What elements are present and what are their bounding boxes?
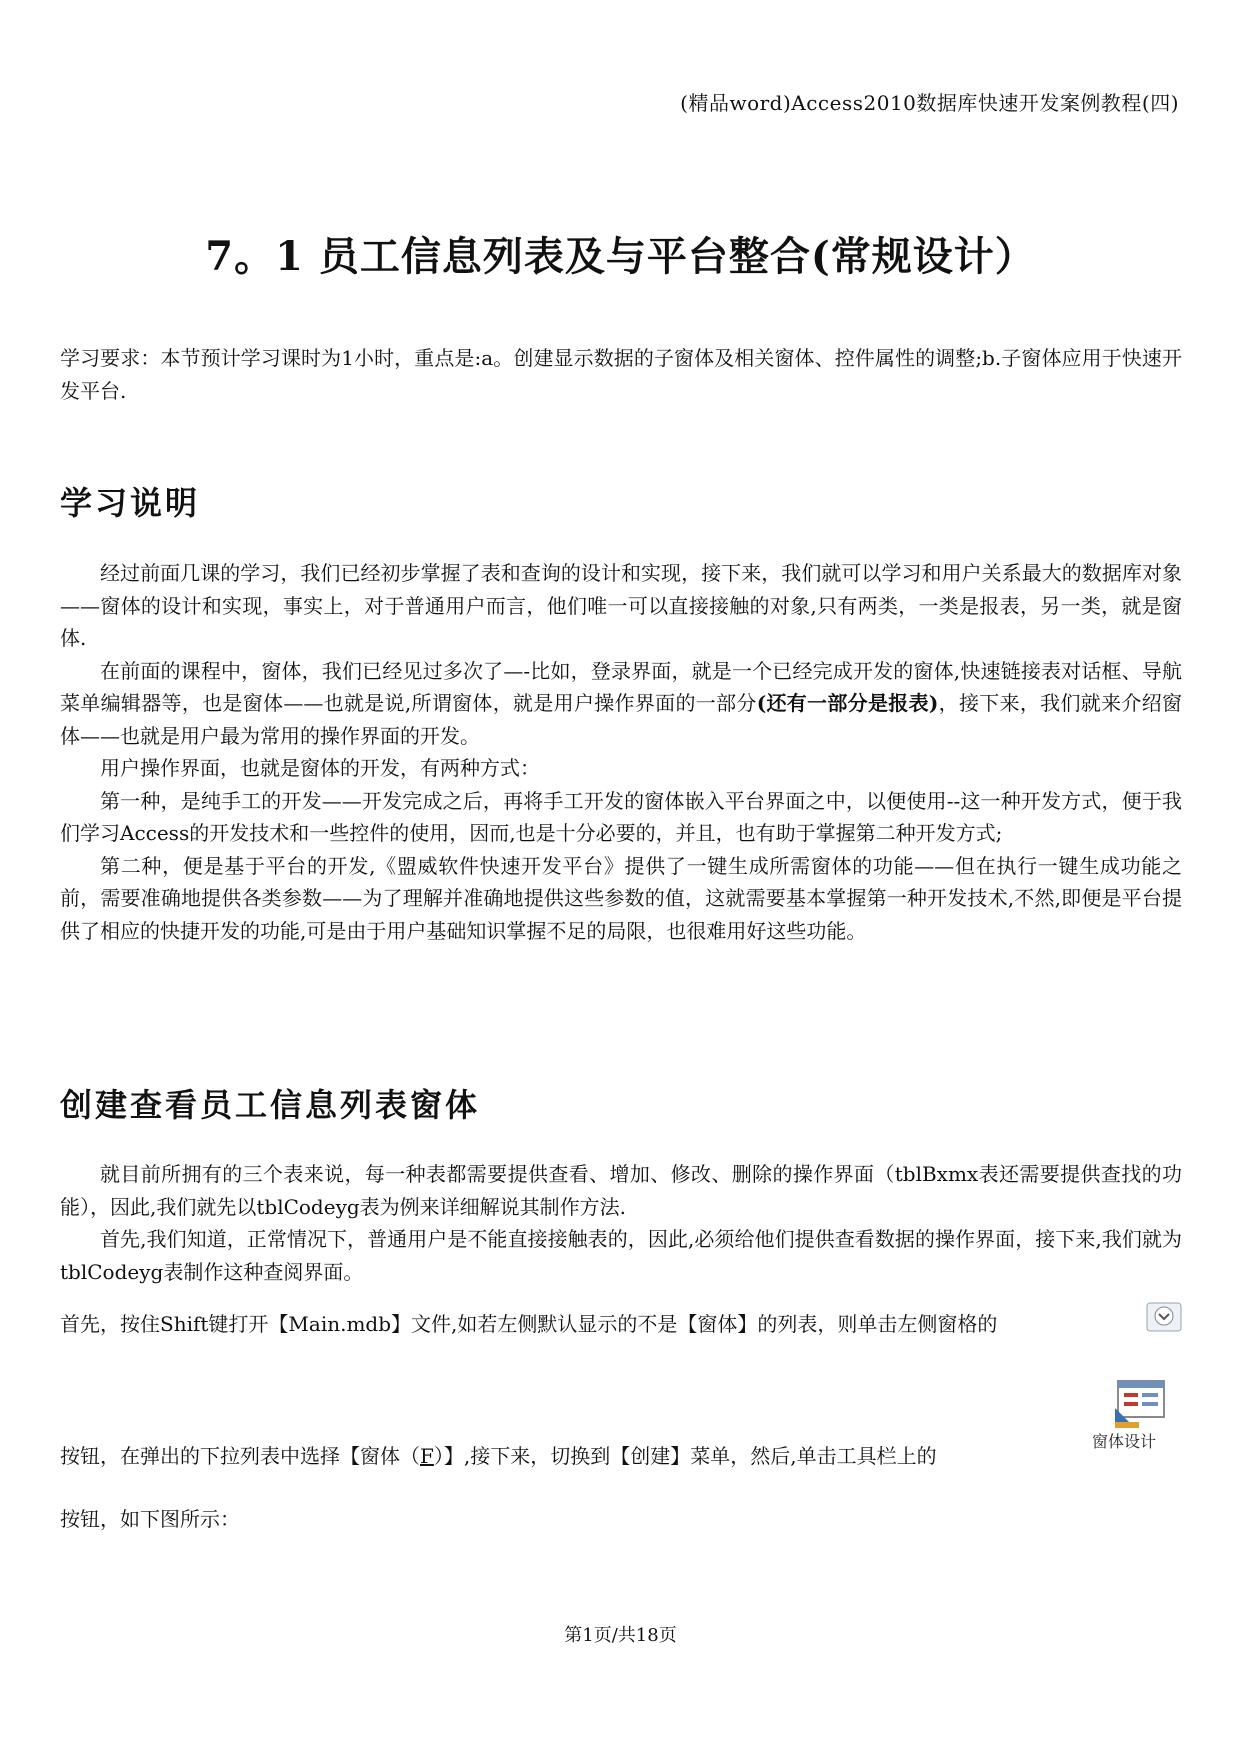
shortcut-key: F	[420, 1444, 434, 1468]
paragraph: 用户操作界面，也就是窗体的开发，有两种方式：	[100, 756, 540, 780]
instruction-line-2	[60, 1440, 1182, 1469]
paragraph-bold-text: (还有一部分是报表)	[756, 691, 939, 715]
page-footer: 第1页/共18页	[564, 1625, 677, 1646]
section-heading-study-notes: 学习说明	[60, 484, 201, 522]
paragraph	[60, 655, 1182, 753]
instruction-text: 首先，按住Shift键打开【Main.mdb】文件,如若左侧默认显示的不是【窗体】的列表，则单击左侧窗格的	[60, 1312, 998, 1336]
study-notes-body	[60, 557, 1182, 947]
paragraph: 第二种，便是基于平台的开发,《盟威软件快速开发平台》提供了一键生成所需窗体的功能——但在执行一键生成功能之前，需要准确地提供各类参数——为了理解并准确地提供这些参数的值，这就需要基本掌握第一种开发技术,不然,即便是平台提供了相应的快捷开发的功能,可是由于用户基础知识掌握不足的局限，也很难用好这些功能。	[60, 853, 1182, 943]
learning-requirements: 学习要求：本节预计学习课时为1小时，重点是:a。创建显示数据的子窗体及相关窗体、控件属性的调整;b.子窗体应用于快速开发平台.	[60, 346, 1182, 403]
instruction-text: ）】,接下来，切换到【创建】菜单，然后,单击工具栏上的	[433, 1444, 937, 1468]
instruction-text: 按钮，在弹出的下拉列表中选择【窗体（	[60, 1444, 420, 1468]
page-title: 7。1 员工信息列表及与平台整合(常规设计）	[205, 233, 1036, 280]
form-design-icon	[1112, 1378, 1170, 1430]
paragraph-text: 在前面的课程中，窗体，我们已经见过多次了—-比如，登录界面，就是一个已经完成开发的窗体,快速链接表对话框、导航菜单编辑器等，也是窗体——也就是说,所谓窗体，就是用户操作界面的一部分	[60, 658, 1182, 715]
paragraph-text: ，接下来，我们就来介绍窗体——也就是用户最为常用的操作界面的开发。	[60, 691, 1183, 748]
dropdown-toggle-icon	[1146, 1302, 1182, 1332]
instruction-line-3: 按钮，如下图所示：	[60, 1507, 240, 1531]
paragraph: 第一种，是纯手工的开发——开发完成之后，再将手工开发的窗体嵌入平台界面之中，以便使用--这一种开发方式，便于我们学习Access的开发技术和一些控件的使用，因而,也是十分必要的，并且，也有助于掌握第二种开发方式;	[60, 788, 1182, 845]
paragraph: 首先,我们知道，正常情况下，普通用户是不能直接接触表的，因此,必须给他们提供查看数据的操作界面，接下来,我们就为tblCodeyg表制作这种查阅界面。	[60, 1227, 1182, 1284]
instruction-line-1	[60, 1308, 1182, 1337]
running-header: (精品word)Access2010数据库快速开发案例教程(四)	[680, 91, 1179, 115]
paragraph: 就目前所拥有的三个表来说，每一种表都需要提供查看、增加、修改、删除的操作界面（tblBxmx表还需要提供查找的功能），因此,我们就先以tblCodeyg表为例来详细解说其制作方法.	[60, 1162, 1182, 1219]
section-heading-create-form: 创建查看员工信息列表窗体	[60, 1086, 481, 1124]
form-design-label: 窗体设计	[1092, 1432, 1157, 1451]
paragraph: 经过前面几课的学习，我们已经初步掌握了表和查询的设计和实现，接下来，我们就可以学习和用户关系最大的数据库对象——窗体的设计和实现，事实上，对于普通用户而言，他们唯一可以直接接触的对象,只有两类，一类是报表，另一类，就是窗体.	[60, 561, 1182, 650]
create-form-body	[60, 1158, 1182, 1288]
